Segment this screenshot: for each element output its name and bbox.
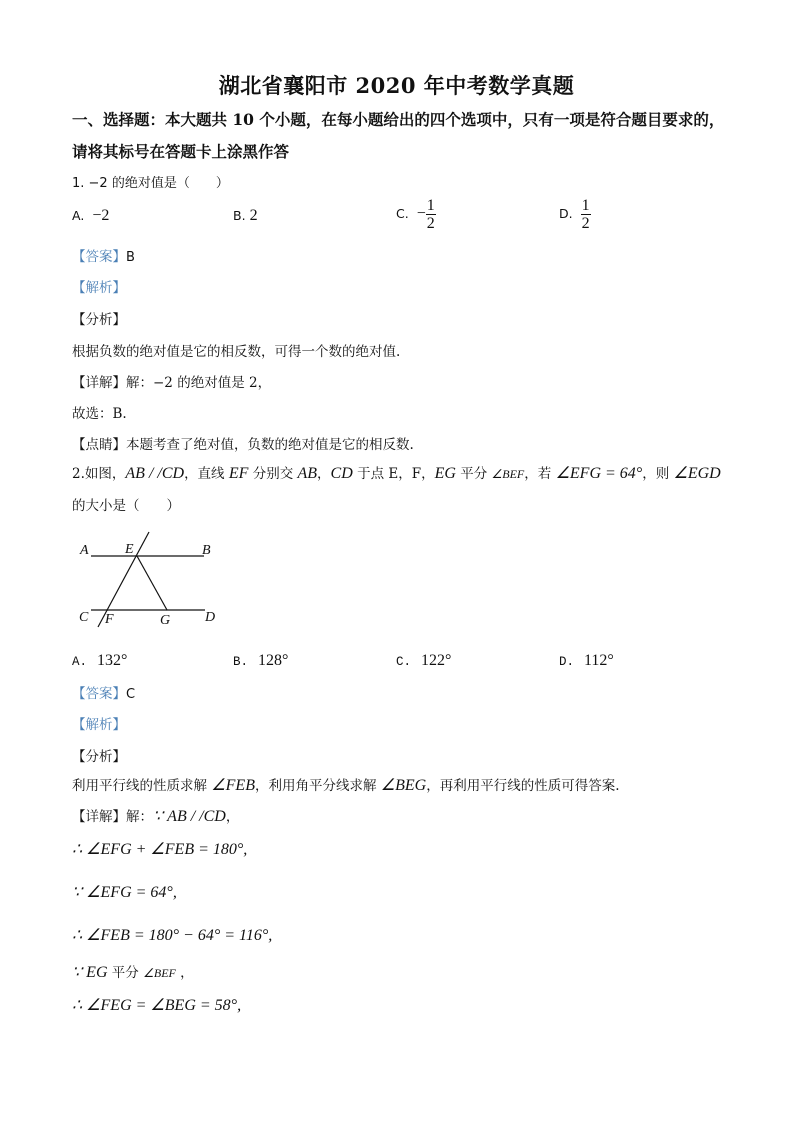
stem-text: 分别交 (248, 466, 298, 482)
q1-stem: 1. −2 的绝对值是（ ） (72, 176, 229, 191)
stem-math: EF (228, 465, 249, 482)
analysis-text: ，再利用平行线的性质可得答案. (426, 778, 620, 794)
option-label: A. (72, 655, 88, 669)
answer-tag: 【答案】 (72, 686, 126, 702)
solution-step-2: ∵ ∠EFG = 64°, (72, 884, 177, 901)
analysis-math: ∠FEB (211, 777, 255, 794)
label-d: D (205, 610, 216, 625)
stem-text: 于点 E，F， (352, 466, 435, 482)
label-c: C (79, 610, 89, 625)
step-math: ∵ EG (72, 964, 108, 981)
option-label: B. (233, 208, 246, 223)
option-value: 2 (249, 207, 258, 224)
label-a: A (80, 543, 89, 558)
option-value: 128° (258, 652, 289, 669)
analysis-text: ，利用角平分线求解 (254, 778, 381, 794)
label-g: G (160, 613, 171, 628)
answer-value: B (126, 250, 135, 265)
stem-math: EG (434, 465, 456, 482)
q2-explanation-tag: 【解析】 (72, 717, 126, 733)
q2-analysis-tag: 【分析】 (72, 749, 126, 765)
q1-analysis-text: 根据负数的绝对值是它的相反数，可得一个数的绝对值. (72, 344, 401, 360)
step-text: 平分 (107, 965, 144, 981)
numerator: 1 (426, 197, 435, 214)
stem-text: ， (317, 466, 331, 482)
section-heading-line1: 一、选择题：本大题共 10 个小题，在每小题给出的四个选项中，只有一项是符合题目要求的， (72, 110, 725, 129)
option-label: C. (396, 655, 412, 669)
answer-tag: 【答案】 (72, 249, 126, 265)
detail-tag: 【详解】 (72, 809, 126, 825)
solution-step-3: ∴ ∠FEB = 180° − 64° = 116°, (72, 927, 273, 944)
q2-option-b (233, 650, 288, 670)
comment-text: 本题考查了绝对值，负数的绝对值是它的相反数. (126, 437, 414, 453)
option-label: D. (559, 655, 575, 669)
geometry-figure (70, 525, 230, 635)
stem-math: ∠EFG = 64° (555, 465, 643, 482)
q2-option-a (72, 650, 127, 670)
label-f: F (105, 612, 114, 627)
fraction-sign: − (416, 205, 426, 222)
option-value: 132° (97, 652, 128, 669)
comment-tag: 【点睛】 (72, 437, 126, 453)
q2-stem-line1 (72, 462, 721, 483)
q1-option-b (233, 207, 258, 225)
solution-step-1: ∴ ∠EFG + ∠FEB = 180°, (72, 841, 248, 858)
option-label: C. (396, 206, 409, 221)
stem-math: AB (297, 465, 318, 482)
fraction (581, 197, 591, 232)
q2-detail (72, 805, 239, 826)
stem-math: CD (330, 465, 353, 482)
q1-conclusion: 故选：B. (72, 406, 127, 422)
stem-math: ∠BEF (491, 467, 525, 481)
option-label: D. (559, 206, 573, 221)
numerator: 1 (581, 197, 590, 214)
option-label: B. (233, 655, 249, 669)
stem-math: AB / /CD (125, 465, 185, 482)
option-value: −2 (92, 207, 110, 224)
stem-text: 平分 (455, 466, 492, 482)
q1-option-d (559, 197, 591, 232)
step-text: ， (175, 965, 194, 981)
q1-analysis-tag: 【分析】 (72, 312, 126, 328)
section-heading-line2: 请将其标号在答题卡上涂黑作答 (72, 142, 290, 161)
fraction (426, 197, 436, 232)
solution-step-4: ∴ ∠FEG = ∠BEG = 58°, (72, 997, 242, 1014)
detail-text: 解：−2 的绝对值是 2， (126, 375, 272, 391)
stem-math: ∠EGD (673, 465, 721, 482)
line-eg (137, 556, 167, 610)
answer-value: C (126, 687, 136, 702)
option-value: 122° (421, 652, 452, 669)
q2-answer (72, 682, 135, 702)
analysis-text: 利用平行线的性质求解 (72, 778, 212, 794)
q1-explanation-tag: 【解析】 (72, 280, 126, 296)
stem-text: ，直线 (184, 466, 229, 482)
q1-answer (72, 245, 135, 265)
option-value: 112° (584, 652, 614, 669)
analysis-math: ∠BEG (380, 777, 427, 794)
stem-text: 2.如图， (72, 466, 126, 482)
stem-text: ，则 (642, 466, 674, 482)
q2-stem-line2: 的大小是（ ） (72, 498, 180, 514)
denominator: 2 (426, 215, 435, 232)
detail-text: 解： (126, 809, 153, 825)
q1-comment (72, 433, 414, 453)
document-title: 湖北省襄阳市 2020 年中考数学真题 (218, 73, 575, 98)
denominator: 2 (581, 215, 590, 232)
detail-tag: 【详解】 (72, 375, 126, 391)
q1-option-c (396, 197, 436, 232)
q2-option-d (559, 650, 614, 670)
label-e: E (125, 542, 134, 557)
detail-text: ， (225, 809, 240, 825)
label-b: B (202, 543, 211, 558)
stem-text: ，若 (524, 466, 556, 482)
solution-step-bisect (72, 961, 194, 982)
q2-option-c (396, 650, 451, 670)
q1-detail (72, 371, 271, 391)
q2-analysis-text (72, 774, 620, 795)
q1-option-a (72, 207, 109, 225)
detail-math: ∵ AB / /CD (153, 808, 226, 825)
step-math: ∠BEF (143, 966, 176, 980)
option-label: A. (72, 208, 85, 223)
